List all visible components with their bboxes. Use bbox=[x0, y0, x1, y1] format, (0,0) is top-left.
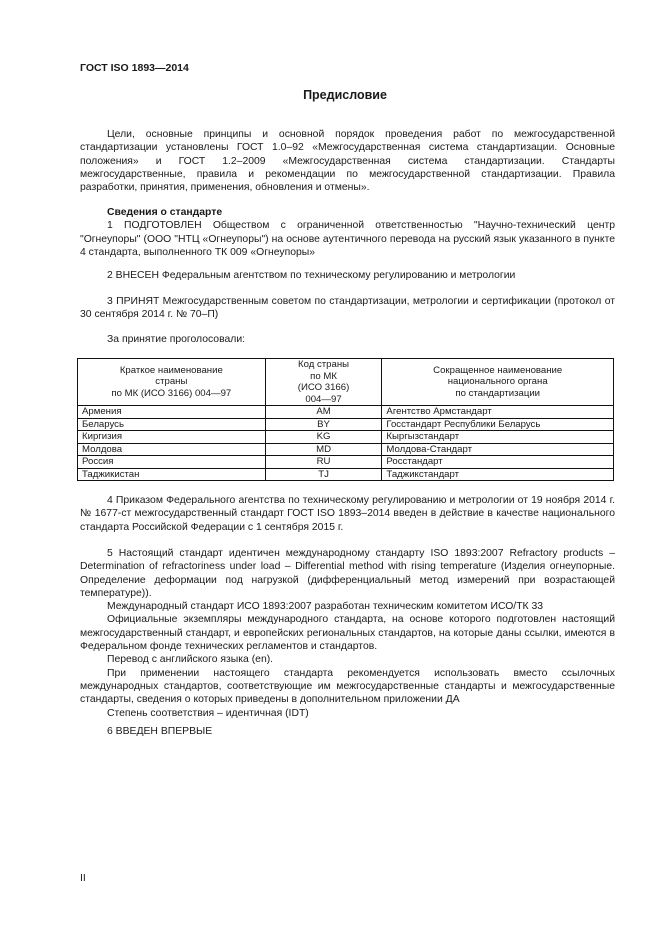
cell-code: RU bbox=[265, 456, 382, 469]
intro-section bbox=[80, 128, 615, 194]
page-number: II bbox=[80, 872, 86, 884]
cell-country: Армения bbox=[78, 406, 266, 419]
standard-info-heading: Сведения о стандарте bbox=[107, 207, 223, 218]
cell-national-body: Росстандарт bbox=[382, 456, 614, 469]
header-line: национального органа bbox=[447, 376, 548, 388]
table-row bbox=[78, 468, 614, 481]
voted-label: За принятие проголосовали: bbox=[107, 334, 246, 345]
intro-paragraph: Цели, основные принципы и основной порядок проведения работ по межгосударственной стандартизации установлены ГОСТ 1.0–92 «Межгосударственная система стандартизации. Основные положения» и ГОСТ 1.2–2009 «Межгосударственная система стандартизации. Стандарты межгосударственные, правила и рекомендации по межгосударственной стандартизации. Правила разработки, принятия, применения, обновления и отмены». bbox=[80, 129, 615, 194]
item-6-paragraph: 6 ВВЕДЕН ВПЕРВЫЕ bbox=[107, 726, 213, 737]
cell-country: Таджикистан bbox=[78, 468, 266, 481]
cell-national-body: Кыргызстандарт bbox=[382, 431, 614, 444]
cell-national-body: Госстандарт Республики Беларусь bbox=[382, 418, 614, 431]
item-5-paragraph-3: Официальные экземпляры международного стандарта, на основе которого подготовлен настоящий межгосударственный стандарт, и европейских региональных стандартов, на которые даны ссылки, имеются в Федеральном фонде технических регламентов и стандартов. bbox=[80, 614, 615, 653]
cell-national-body: Молдова-Стандарт bbox=[382, 443, 614, 456]
cell-country: Киргизия bbox=[78, 431, 266, 444]
standard-info-section bbox=[80, 206, 615, 259]
item-3-paragraph: 3 ПРИНЯТ Межгосударственным советом по стандартизации, метрологии и сертификации (протокол от 30 сентября 2014 г. № 70–П) bbox=[80, 296, 615, 321]
cell-code: TJ bbox=[265, 468, 382, 481]
table-row bbox=[78, 418, 614, 431]
header-line: Краткое наименование bbox=[119, 364, 223, 376]
header-line: Сокращенное наименование bbox=[433, 364, 563, 376]
cell-country: Россия bbox=[78, 456, 266, 469]
voted-section bbox=[80, 333, 615, 346]
cell-code: AM bbox=[265, 406, 382, 419]
header-line: по МК (ИСО 3166) 004—97 bbox=[111, 387, 232, 399]
header-line: (ИСО 3166) bbox=[297, 382, 350, 393]
item-4-paragraph: 4 Приказом Федерального агентства по техническому регулированию и метрологии от 19 ноября 2014 г. № 1677-ст межгосударственный стандарт ГОСТ ISO 1893–2014 введен в действие в качестве национального стандарта Российской Федерации с 1 сентября 2015 г. bbox=[80, 495, 615, 533]
item-3-section bbox=[80, 295, 615, 322]
column-header-national-body bbox=[382, 359, 614, 406]
voting-countries-table bbox=[77, 358, 614, 481]
item-1-paragraph: 1 ПОДГОТОВЛЕН Обществом с ограниченной ответственностью "Научно-технический центр "Огнеупоры" (ООО "НТЦ «Огнеупоры") на основе аутентичного перевода на русский язык указанного в пункте 4 стандарта, выполненного ТК 009 «Огнеупоры» bbox=[80, 220, 615, 258]
item-5-paragraph-4: Перевод с английского языка (en). bbox=[107, 654, 274, 666]
item-6-section bbox=[80, 725, 615, 738]
item-2-paragraph: 2 ВНЕСЕН Федеральным агентством по техническому регулированию и метрологии bbox=[107, 270, 516, 281]
table-header-row bbox=[78, 359, 614, 406]
page-title: Предисловие bbox=[303, 88, 387, 102]
cell-code: KG bbox=[265, 431, 382, 444]
column-header-code bbox=[265, 359, 382, 406]
header-line: Код страны bbox=[298, 359, 350, 370]
item-2-section bbox=[80, 269, 615, 282]
item-5-paragraph-5: При применении настоящего стандарта рекомендуется использовать вместо ссылочных международных стандартов, соответствующие им межгосударственные стандарты и межгосударственные стандарты, сведения о которых приведены в дополнительном приложении ДА bbox=[80, 667, 615, 706]
header-line: страны bbox=[155, 376, 188, 388]
cell-code: BY bbox=[265, 418, 382, 431]
header-line: по МК bbox=[310, 370, 337, 382]
table-row bbox=[78, 443, 614, 456]
item-4-section bbox=[80, 494, 615, 534]
column-header-country bbox=[78, 359, 266, 406]
header-line: по стандартизации bbox=[455, 387, 541, 399]
table-row bbox=[78, 456, 614, 469]
header-line: 004—97 bbox=[305, 393, 342, 405]
cell-code: MD bbox=[265, 443, 382, 456]
item-5-paragraph-2: Международный стандарт ИСО 1893:2007 разработан техническим комитетом ИСО/ТК 33 bbox=[107, 601, 544, 613]
cell-national-body: Таджикстандарт bbox=[382, 468, 614, 481]
item-5-section bbox=[80, 547, 615, 720]
document-id-header: ГОСТ ISO 1893—2014 bbox=[80, 62, 189, 74]
cell-country: Молдова bbox=[78, 443, 266, 456]
table-row bbox=[78, 406, 614, 419]
cell-national-body: Агентство Армстандарт bbox=[382, 406, 614, 419]
cell-country: Беларусь bbox=[78, 418, 266, 431]
item-5-paragraph-6: Степень соответствия – идентичная (IDT) bbox=[107, 707, 309, 719]
item-5-paragraph-1: 5 Настоящий стандарт идентичен международному стандарту ISO 1893:2007 Refractory products – Determination of refractoriness under load – Differential method with rising temperature (Изделия огнеупорные. Определение деформации под нагрузкой (дифференциальный метод измерений при возрастающей температуре)). bbox=[80, 548, 615, 599]
table-row bbox=[78, 431, 614, 444]
